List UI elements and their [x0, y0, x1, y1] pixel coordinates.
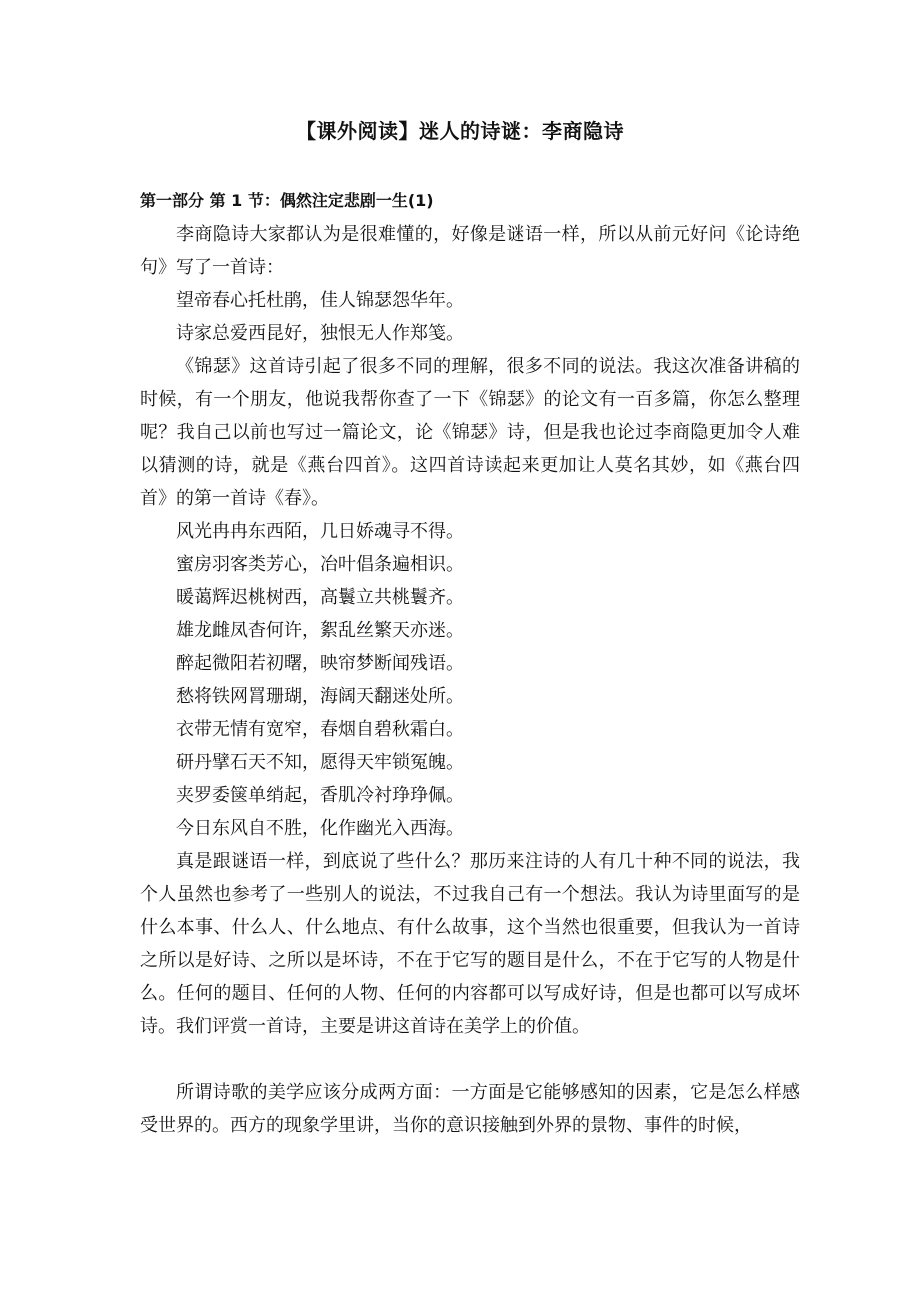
document-body [140, 218, 800, 1142]
poem-line: 醉起微阳若初曙，映帘梦断闻残语。 [176, 653, 464, 674]
poem-line: 风光冉冉东西陌，几日娇魂寻不得。 [176, 521, 464, 542]
poem-line: 蜜房羽客类芳心，冶叶倡条遍相识。 [176, 554, 464, 575]
poem-line: 望帝春心托杜鹃，佳人锦瑟怨华年。 [176, 290, 464, 311]
section-heading: 第一部分 第 1 节：偶然注定悲剧一生(1) [140, 191, 434, 210]
poem-line: 今日东风自不胜，化作幽光入西海。 [176, 818, 464, 839]
poem-line: 衣带无情有宽窄，春烟自碧秋霜白。 [176, 719, 464, 740]
paragraph-gap [140, 1043, 800, 1076]
poem-line: 雄龙雌凤杳何许，絮乱丝繁天亦迷。 [176, 620, 464, 641]
jinse-paragraph: 《锦瑟》这首诗引起了很多不同的理解，很多不同的说法。我这次准备讲稿的时候，有一个朋友，他说我帮你查了一下《锦瑟》的论文有一百多篇，你怎么整理呢？我自己以前也写过一篇论文，论《锦瑟》诗，但是我也论过李商隐更加令人难以猜测的诗，就是《燕台四首》。这四首诗读起来更加让人莫名其妙，如《燕台四首》的第一首诗《春》。 [140, 356, 800, 509]
poem-line: 夹罗委箧单绡起，香肌冷衬琤琤佩。 [176, 785, 464, 806]
document-title: 【课外阅读】迷人的诗谜：李商隐诗 [296, 119, 624, 143]
intro-paragraph: 李商隐诗大家都认为是很难懂的，好像是谜语一样，所以从前元好问《论诗绝句》写了一首诗： [140, 224, 800, 278]
aesthetics-paragraph: 所谓诗歌的美学应该分成两方面：一方面是它能够感知的因素，它是怎么样感受世界的。西方的现象学里讲，当你的意识接触到外界的景物、事件的时候， [140, 1082, 800, 1136]
poem-line: 暖蔼辉迟桃树西，高鬟立共桃鬟齐。 [176, 587, 464, 608]
poem-line: 愁将铁网罥珊瑚，海阔天翻迷处所。 [176, 686, 464, 707]
riddle-paragraph: 真是跟谜语一样，到底说了些什么？那历来注诗的人有几十种不同的说法，我个人虽然也参考了一些别人的说法，不过我自己有一个想法。我认为诗里面写的是什么本事、什么人、什么地点、有什么故事，这个当然也很重要，但我认为一首诗之所以是好诗、之所以是坏诗，不在于它写的题目是什么，不在于它写的人物是什么。任何的题目、任何的人物、任何的内容都可以写成好诗，但是也都可以写成坏诗。我们评赏一首诗，主要是讲这首诗在美学上的价值。 [140, 851, 800, 1037]
poem-line: 诗家总爱西昆好，独恨无人作郑笺。 [176, 323, 464, 344]
poem-line: 研丹擘石天不知，愿得天牢锁冤魄。 [176, 752, 464, 773]
